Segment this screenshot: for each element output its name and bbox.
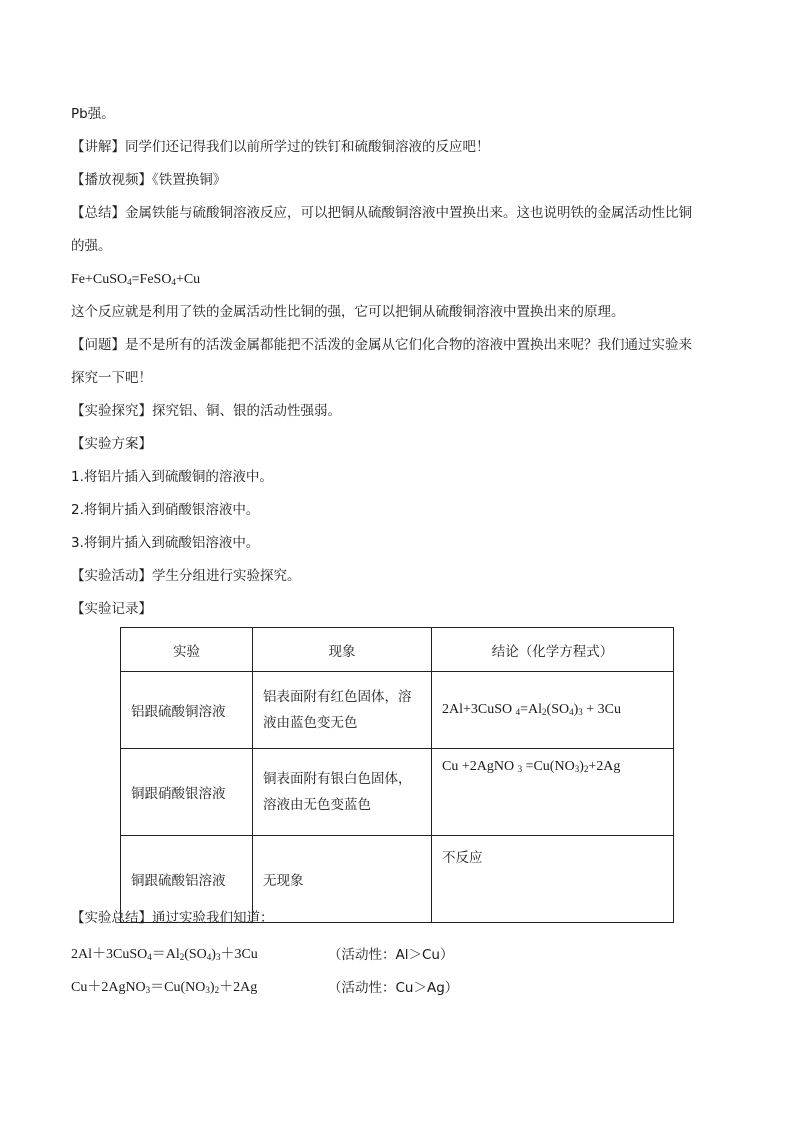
section-tag: 【讲解】 <box>71 139 125 155</box>
paragraph-explore: 【实验探究】探究铝、铜、银的活动性强弱。 <box>71 403 341 419</box>
section-tag: 【实验总结】 <box>71 910 152 926</box>
experiment-record-table <box>120 627 674 923</box>
experiment-cell: 铜跟硫酸铝溶液 <box>121 836 253 923</box>
paragraph-plan-heading: 【实验方案】 <box>71 436 152 452</box>
table-header-cell: 结论（化学方程式） <box>432 628 674 672</box>
conclusion-cell: 2Al+3CuSO $_4=Al_2(SO_4)_3 + 3Cu$ <box>432 672 674 749</box>
plan-step-1: 1.将铝片插入到硫酸铜的溶液中。 <box>71 469 273 485</box>
section-tag: 【实验探究】 <box>71 403 152 419</box>
table-header-row <box>121 628 674 672</box>
phenomenon-cell: 铜表面附有银白色固体，溶液由无色变蓝色 <box>253 749 432 836</box>
phenomenon-cell: 铝表面附有红色固体，溶液由蓝色变无色 <box>253 672 432 749</box>
paragraph-activity: 【实验活动】学生分组进行实验探究。 <box>71 568 301 584</box>
conclusion-cell: 不反应 <box>432 836 674 923</box>
equation-fe-cuso4: Fe+CuSO$_4$=FeSO$_4$+Cu <box>71 272 201 287</box>
paragraph-explain: 【讲解】同学们还记得我们以前所学过的铁钉和硫酸铜溶液的反应吧！ <box>71 139 490 155</box>
table-header-cell: 现象 <box>253 628 432 672</box>
paragraph-summary-1-cont: 的强。 <box>71 238 112 254</box>
activity-note: （活动性：Al＞Cu） <box>328 947 454 963</box>
table-row <box>121 672 674 749</box>
paragraph-video: 【播放视频】《铁置换铜》 <box>71 172 227 188</box>
paragraph-question-cont: 探究一下吧！ <box>71 370 152 386</box>
document-body <box>71 98 731 626</box>
paragraph-experiment-summary: 【实验总结】通过实验我们知道： <box>71 910 274 926</box>
summary-equation-al: $2Al+3CuSO_4=Al_2(SO_4)_3+3Cu$ （活动性：Al＞Cu） <box>71 943 258 963</box>
section-tag: 【总结】 <box>71 205 125 221</box>
summary-equation-cu: $Cu+2AgNO_3=Cu(NO_3)_2+2Ag$ （活动性：Cu＞Ag） <box>71 976 257 996</box>
table-row <box>121 749 674 836</box>
paragraph-record-heading: 【实验记录】 <box>71 601 152 617</box>
experiment-cell: 铜跟硝酸银溶液 <box>121 749 253 836</box>
paragraph-principle: 这个反应就是利用了铁的金属活动性比铜的强，它可以把铜从硫酸铜溶液中置换出来的原理。 <box>71 304 625 320</box>
section-tag: 【实验活动】 <box>71 568 152 584</box>
paragraph-question: 【问题】是不是所有的活泼金属都能把不活泼的金属从它们化合物的溶液中置换出来呢？我们通过实验来 <box>71 337 692 353</box>
experiment-cell: 铝跟硫酸铜溶液 <box>121 672 253 749</box>
plan-step-3: 3.将铜片插入到硫酸铝溶液中。 <box>71 535 260 551</box>
section-tag: 【播放视频】 <box>71 172 152 188</box>
section-tag: 【问题】 <box>71 337 125 353</box>
phenomenon-cell: 无现象 <box>253 836 432 923</box>
table-header-cell: 实验 <box>121 628 253 672</box>
plan-step-2: 2.将铜片插入到硝酸银溶液中。 <box>71 502 260 518</box>
conclusion-cell: Cu +2AgNO $_3 =Cu(NO_3)_2+2Ag$ <box>432 749 674 836</box>
activity-note: （活动性：Cu＞Ag） <box>328 980 459 996</box>
paragraph-pb: Pb强。 <box>71 106 115 122</box>
paragraph-summary-1: 【总结】金属铁能与硫酸铜溶液反应，可以把铜从硫酸铜溶液中置换出来。这也说明铁的金属活动性比铜 <box>71 205 692 221</box>
